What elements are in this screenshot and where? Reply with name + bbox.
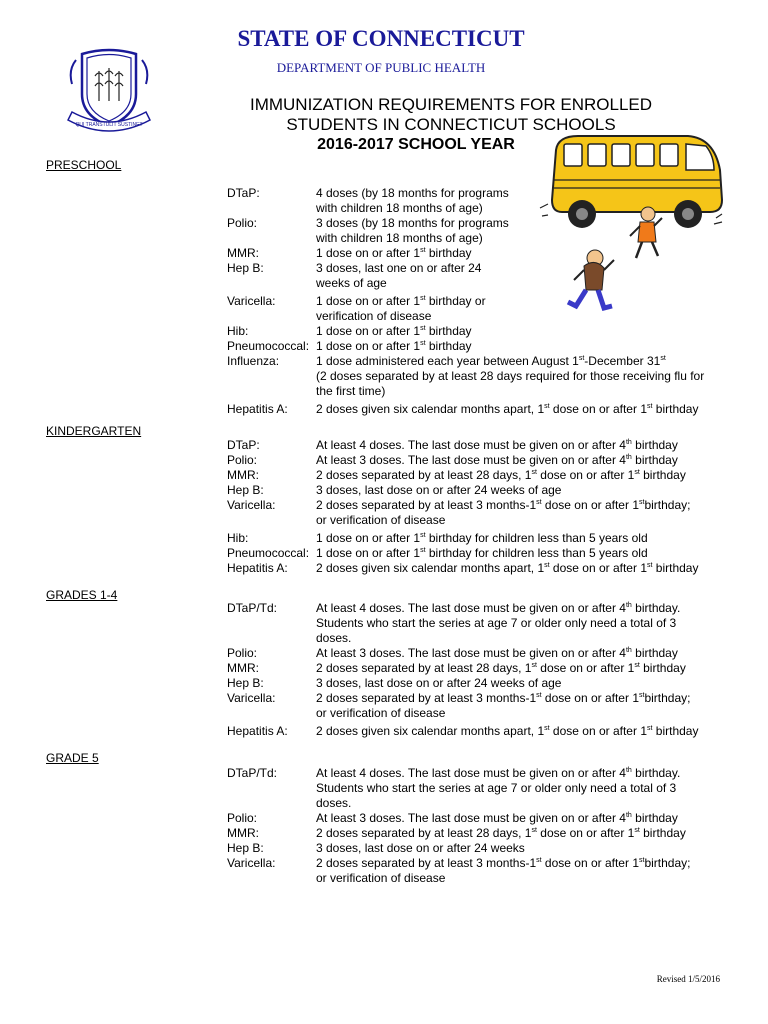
section-grade-5 <box>227 766 690 886</box>
vaccine-label: DTaP/Td: <box>227 601 278 615</box>
requirement-text: 1 dose on or after 1st birthday for children less than 5 years old <box>316 531 648 545</box>
requirement-row <box>227 841 690 856</box>
requirement-row <box>227 811 690 826</box>
requirement-text: 2 doses separated by at least 3 months-1st dose on or after 1stbirthday; or verification of disease <box>316 691 691 720</box>
vaccine-label: Pneumococcal: <box>227 546 310 560</box>
vaccine-label: Hib: <box>227 531 249 545</box>
school-year-title: 2016-2017 SCHOOL YEAR <box>317 136 515 153</box>
requirement-row <box>227 354 704 399</box>
requirement-row <box>227 261 704 291</box>
requirement-text: 2 doses separated by at least 28 days, 1st dose on or after 1st birthday <box>316 468 686 482</box>
requirement-row <box>227 468 698 483</box>
section-title-preschool: PRESCHOOL <box>46 158 122 172</box>
requirement-text: 1 dose on or after 1st birthday or verification of disease <box>316 294 486 323</box>
document-title-line1: IMMUNIZATION REQUIREMENTS FOR ENROLLED <box>249 95 653 114</box>
vaccine-label: MMR: <box>227 661 259 675</box>
requirement-row <box>227 483 698 498</box>
requirement-row <box>227 691 698 721</box>
vaccine-label: Polio: <box>227 811 258 825</box>
requirement-text: 2 doses separated by at least 3 months-1st dose on or after 1stbirthday; or verification of disease <box>316 856 691 885</box>
vaccine-label: Hep B: <box>227 676 264 690</box>
requirement-text: At least 3 doses. The last dose must be given on or after 4th birthday <box>316 453 678 467</box>
vaccine-label: Hep B: <box>227 261 264 275</box>
vaccine-label: Hepatitis A: <box>227 561 288 575</box>
section-preschool <box>227 186 704 417</box>
requirement-row <box>227 661 698 676</box>
section-grades-1-4 <box>227 601 698 739</box>
requirement-row <box>227 826 690 841</box>
requirement-text: 4 doses (by 18 months for programs with children 18 months of age) <box>316 186 509 215</box>
requirement-text: 2 doses given six calendar months apart, 1st dose on or after 1st birthday <box>316 561 699 575</box>
requirement-text: 3 doses, last dose on or after 24 weeks of age <box>316 676 562 690</box>
requirement-text: 2 doses given six calendar months apart, 1st dose on or after 1st birthday <box>316 402 699 416</box>
requirement-text: 1 dose on or after 1st birthday <box>316 324 472 338</box>
vaccine-label: DTaP/Td: <box>227 766 278 780</box>
requirement-row <box>227 601 698 646</box>
vaccine-label: Hib: <box>227 324 249 338</box>
requirement-row <box>227 186 704 216</box>
vaccine-label: Hepatitis A: <box>227 724 288 738</box>
requirement-text: 3 doses (by 18 months for programs with children 18 months of age) <box>316 216 509 245</box>
seal-banner-text: QUI TRANSTULIT SUSTINET <box>75 122 143 128</box>
vaccine-label: Pneumococcal: <box>227 339 310 353</box>
vaccine-label: Varicella: <box>227 856 276 870</box>
requirement-row <box>227 246 704 261</box>
requirement-text: 3 doses, last dose on or after 24 weeks of age <box>316 483 562 497</box>
section-title-kindergarten: KINDERGARTEN <box>46 424 142 438</box>
state-title: STATE OF CONNECTICUT <box>237 26 525 51</box>
requirement-text: 2 doses given six calendar months apart, 1st dose on or after 1st birthday <box>316 724 699 738</box>
requirement-row <box>227 498 698 528</box>
requirement-row <box>227 216 704 246</box>
requirement-row <box>227 646 698 661</box>
section-title-grades-1-4: GRADES 1-4 <box>46 588 118 602</box>
requirement-text: At least 4 doses. The last dose must be given on or after 4th birthday. Students who start the series at age 7 or older only need a total of 3 doses. <box>316 766 681 810</box>
vaccine-label: Hep B: <box>227 483 264 497</box>
revised-date: Revised 1/5/2016 <box>656 974 720 984</box>
requirement-row <box>227 294 704 324</box>
requirement-row <box>227 438 698 453</box>
vaccine-label: Varicella: <box>227 691 276 705</box>
requirement-text: 1 dose on or after 1st birthday for children less than 5 years old <box>316 546 648 560</box>
requirement-text: 2 doses separated by at least 28 days, 1st dose on or after 1st birthday <box>316 826 686 840</box>
requirement-row <box>227 561 698 576</box>
vaccine-label: Polio: <box>227 453 258 467</box>
vaccine-label: MMR: <box>227 826 259 840</box>
requirement-text: 3 doses, last one on or after 24 weeks of age <box>316 261 482 290</box>
requirement-row <box>227 324 704 339</box>
requirement-row <box>227 453 698 468</box>
section-kindergarten <box>227 438 698 576</box>
requirement-row <box>227 402 704 417</box>
requirement-row <box>227 766 690 811</box>
requirement-row <box>227 339 704 354</box>
requirement-row <box>227 531 698 546</box>
requirement-row <box>227 856 690 886</box>
vaccine-label: Varicella: <box>227 294 276 308</box>
requirement-text: At least 4 doses. The last dose must be given on or after 4th birthday <box>316 438 678 452</box>
requirement-text: 1 dose administered each year between August 1st-December 31st (2 doses separated by at least 28 days required for those receiving flu for the first time) <box>316 354 705 398</box>
requirement-row <box>227 676 698 691</box>
connecticut-seal-icon <box>62 46 156 138</box>
vaccine-label: Hepatitis A: <box>227 402 288 416</box>
vaccine-label: Polio: <box>227 646 258 660</box>
vaccine-label: Hep B: <box>227 841 264 855</box>
requirement-row <box>227 546 698 561</box>
requirement-row <box>227 724 698 739</box>
requirement-text: 3 doses, last dose on or after 24 weeks <box>316 841 525 855</box>
vaccine-label: Varicella: <box>227 498 276 512</box>
requirement-text: 1 dose on or after 1st birthday <box>316 246 472 260</box>
department-name: DEPARTMENT OF PUBLIC HEALTH <box>276 60 486 75</box>
requirement-text: 1 dose on or after 1st birthday <box>316 339 472 353</box>
section-title-grade-5: GRADE 5 <box>46 751 99 765</box>
vaccine-label: Influenza: <box>227 354 280 368</box>
requirement-text: At least 4 doses. The last dose must be given on or after 4th birthday. Students who start the series at age 7 or older only need a total of 3 doses. <box>316 601 681 645</box>
requirement-text: 2 doses separated by at least 28 days, 1st dose on or after 1st birthday <box>316 661 686 675</box>
vaccine-label: DTaP: <box>227 438 260 452</box>
document-title-line2: STUDENTS IN CONNECTICUT SCHOOLS <box>286 115 616 134</box>
vaccine-label: MMR: <box>227 468 259 482</box>
vaccine-label: DTaP: <box>227 186 260 200</box>
requirement-text: At least 3 doses. The last dose must be given on or after 4th birthday <box>316 811 678 825</box>
requirement-text: 2 doses separated by at least 3 months-1st dose on or after 1stbirthday; or verification of disease <box>316 498 691 527</box>
vaccine-label: MMR: <box>227 246 259 260</box>
requirement-text: At least 3 doses. The last dose must be given on or after 4th birthday <box>316 646 678 660</box>
vaccine-label: Polio: <box>227 216 258 230</box>
